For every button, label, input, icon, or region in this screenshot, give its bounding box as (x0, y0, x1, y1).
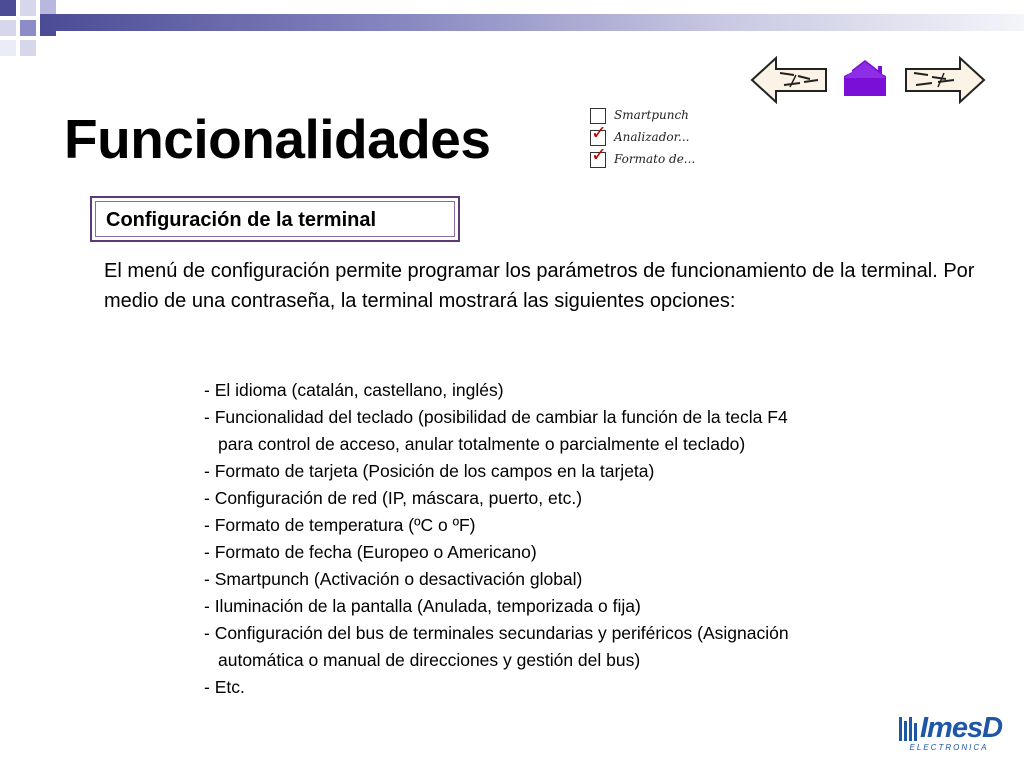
logo-bars-icon (898, 715, 920, 743)
checkmark-icon: ✓ (591, 123, 607, 144)
list-item-continuation: automática o manual de direcciones y gestión del bus) (218, 650, 641, 670)
list-item-continuation: para control de acceso, anular totalmente o parcialmente el teclado) (218, 434, 746, 454)
section-heading: Configuración de la terminal (106, 209, 377, 231)
list-item: - Configuración del bus de terminales secundarias y periféricos (Asignación (204, 623, 789, 643)
list-item: - Configuración de red (IP, máscara, puerto, etc.) (204, 488, 583, 508)
options-list (204, 377, 1004, 701)
list-item: - Etc. (204, 677, 245, 697)
checklist-label: Smartpunch (614, 108, 689, 122)
checklist-item (590, 145, 700, 170)
list-item: - Formato de tarjeta (Posición de los campos en la tarjeta) (204, 461, 655, 481)
checkmark-icon: ✓ (591, 145, 607, 166)
list-item: - Funcionalidad del teclado (posibilidad de cambiar la función de la tecla F4 (204, 407, 788, 427)
list-item: - Smartpunch (Activación o desactivación global) (204, 569, 583, 589)
slide-title: Funcionalidades (64, 108, 491, 170)
logo-subtitle: ELECTRONICA (909, 743, 989, 752)
list-item: - Formato de fecha (Europeo o Americano) (204, 542, 537, 562)
list-item: - El idioma (catalán, castellano, inglés) (204, 380, 504, 400)
intro-paragraph: El menú de configuración permite programar los parámetros de funcionamiento de la terminal. Por medio de una contraseña, la terminal mostrará las siguientes opciones: (104, 260, 975, 312)
list-item: - Iluminación de la pantalla (Anulada, temporizada o fija) (204, 596, 641, 616)
decorative-squares (0, 0, 110, 70)
list-item: - Formato de temperatura (ºC o ºF) (204, 515, 476, 535)
right-arrow-icon[interactable] (902, 55, 986, 105)
checklist-label: Analizador... (614, 130, 690, 144)
checklist-label: Formato de... (614, 152, 696, 166)
decorative-header-bar (40, 14, 1024, 31)
left-arrow-icon[interactable] (750, 55, 830, 105)
logo-name: ImesD (920, 712, 1003, 744)
section-heading-box (90, 196, 460, 242)
home-icon[interactable] (842, 58, 888, 98)
checkbox-icon (590, 108, 606, 124)
company-logo (898, 712, 1003, 752)
checklist-graphic (590, 106, 700, 172)
